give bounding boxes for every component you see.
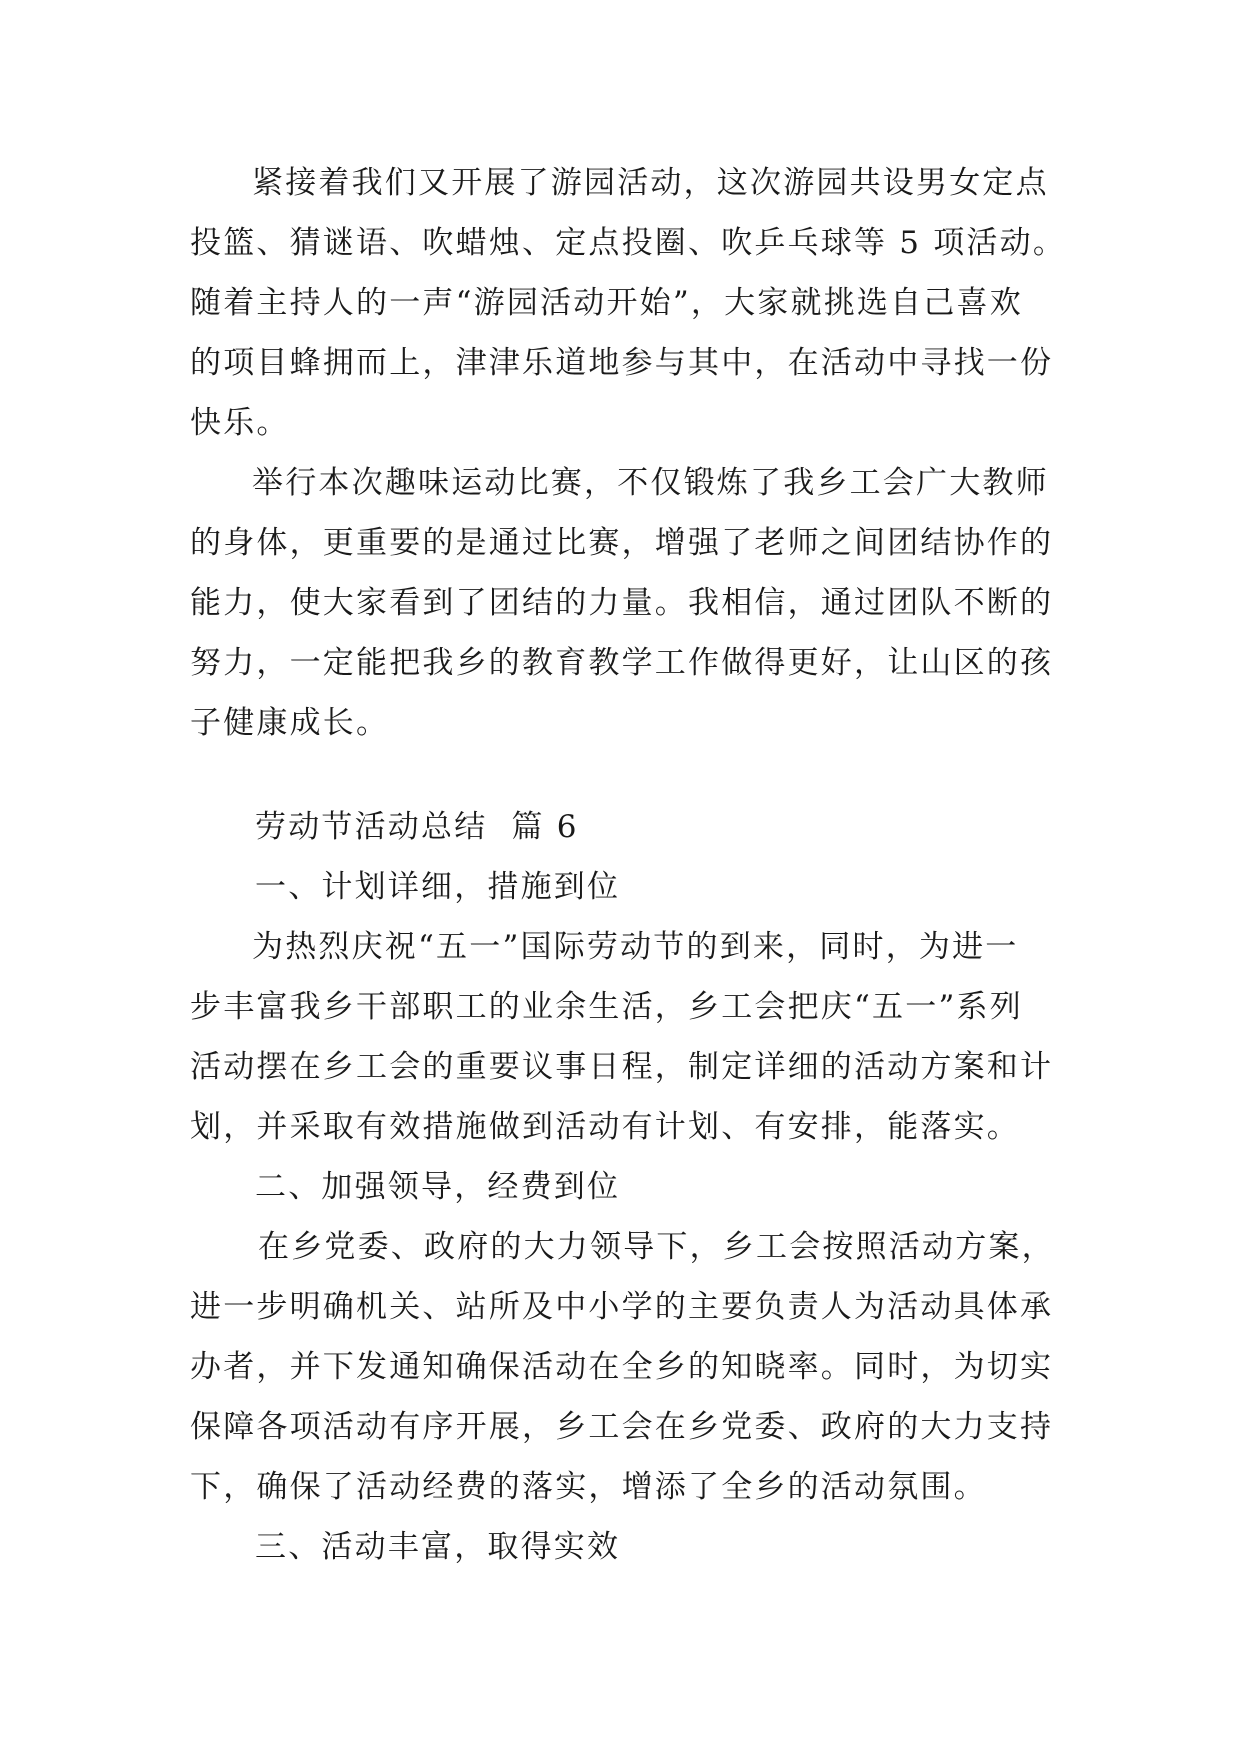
paragraph-2-line-2: 的身体，更重要的是通过比赛，增强了老师之间团结协作的	[190, 525, 1054, 561]
paragraph-4-line-1: 在乡党委、政府的大力领导下，乡工会按照活动方案，	[258, 1229, 1055, 1265]
paragraph-3-line-1: 为热烈庆祝“五一”国际劳动节的到来，同时，为进一	[252, 929, 1019, 965]
paragraph-1-line-4: 的项目蜂拥而上，津津乐道地参与其中，在活动中寻找一份	[190, 345, 1054, 381]
paragraph-4-line-2: 进一步明确机关、站所及中小学的主要负责人为活动具体承	[190, 1289, 1054, 1325]
paragraph-2-line-5: 子健康成长。	[190, 705, 390, 741]
paragraph-2-line-3: 能力，使大家看到了团结的力量。我相信，通过团队不断的	[190, 585, 1054, 621]
heading-plan: 一、计划详细，措施到位	[255, 869, 621, 905]
heading-activities: 三、活动丰富，取得实效	[255, 1529, 621, 1565]
paragraph-2-line-4: 努力，一定能把我乡的教育教学工作做得更好，让山区的孩	[190, 645, 1054, 681]
paragraph-2-line-1: 举行本次趣味运动比赛，不仅锻炼了我乡工会广大教师	[252, 465, 1049, 501]
paragraph-3-line-4: 划，并采取有效措施做到活动有计划、有安排，能落实。	[190, 1109, 1020, 1145]
paragraph-1-line-2: 投篮、猜谜语、吹蜡烛、定点投圈、吹乒乓球等 5 项活动。	[190, 225, 1067, 261]
section-title: 劳动节活动总结 篇 6	[255, 809, 579, 845]
paragraph-4-line-3: 办者，并下发通知确保活动在全乡的知晓率。同时，为切实	[190, 1349, 1054, 1385]
paragraph-4-line-4: 保障各项活动有序开展，乡工会在乡党委、政府的大力支持	[190, 1409, 1054, 1445]
paragraph-3-line-3: 活动摆在乡工会的重要议事日程，制定详细的活动方案和计	[190, 1049, 1054, 1085]
heading-leadership: 二、加强领导，经费到位	[255, 1169, 621, 1205]
paragraph-4-line-5: 下，确保了活动经费的落实，增添了全乡的活动氛围。	[190, 1469, 987, 1505]
paragraph-1-line-5: 快乐。	[190, 405, 290, 441]
paragraph-1-line-3: 随着主持人的一声“游园活动开始”，大家就挑选自己喜欢	[190, 285, 1023, 321]
paragraph-3-line-2: 步丰富我乡干部职工的业余生活，乡工会把庆“五一”系列	[190, 989, 1023, 1025]
paragraph-1-line-1: 紧接着我们又开展了游园活动，这次游园共设男女定点	[252, 165, 1049, 201]
